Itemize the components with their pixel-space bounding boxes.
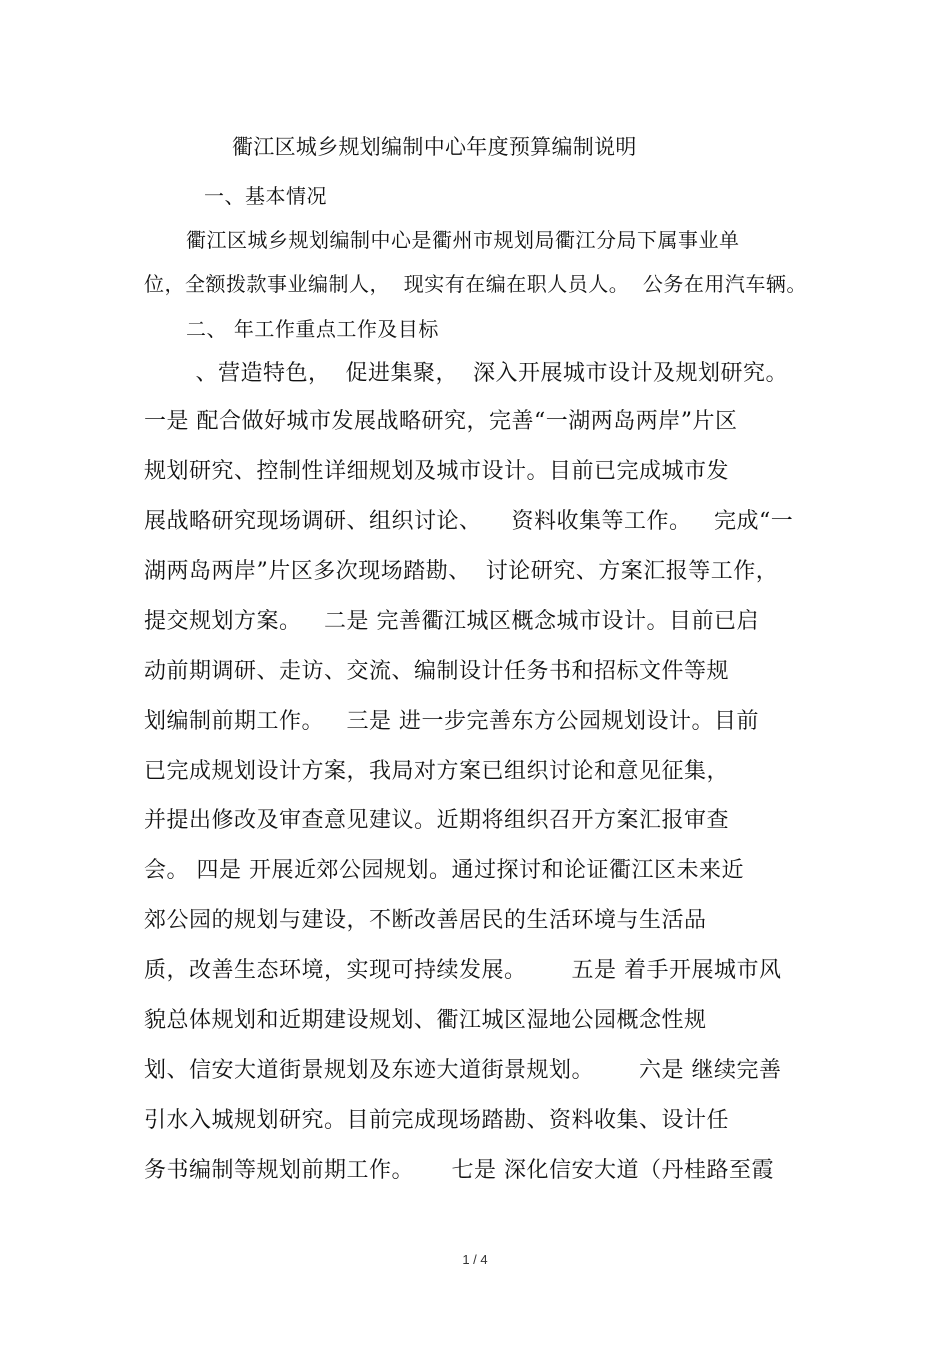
paragraph-line: 引水入城规划研究。目前完成现场踏勘、资料收集、设计任 xyxy=(144,1108,730,1133)
paragraph-line: 提交规划方案。 二是 完善衢江城区概念城市设计。目前已启 xyxy=(144,609,759,634)
paragraph-line: 动前期调研、走访、交流、编制设计任务书和招标文件等规 xyxy=(144,659,730,684)
section-heading-work-goals: 二、 年工作重点工作及目标 xyxy=(186,317,439,341)
paragraph-line: 务书编制等规划前期工作。 七是 深化信安大道（丹桂路至霞 xyxy=(144,1158,774,1183)
paragraph-line: 貌总体规划和近期建设规划、衢江城区湿地公园概念性规 xyxy=(144,1008,707,1033)
paragraph-line: 湖两岛两岸”片区多次现场踏勘、 讨论研究、方案汇报等工作， xyxy=(144,559,779,584)
paragraph-line: 郊公园的规划与建设，不断改善居民的生活环境与生活品 xyxy=(144,908,707,933)
paragraph-line: 衢江区城乡规划编制中心是衢州市规划局衢江分局下属事业单 xyxy=(186,228,740,252)
paragraph-line: 划编制前期工作。 三是 进一步完善东方公园规划设计。目前 xyxy=(144,709,759,734)
paragraph-line: 划、信安大道街景规划及东迹大道街景规划。 六是 继续完善 xyxy=(144,1058,782,1083)
paragraph-line: 一是 配合做好城市发展战略研究，完善“一湖两岛两岸”片区 xyxy=(144,409,738,434)
document-title: 衢江区城乡规划编制中心年度预算编制说明 xyxy=(232,135,637,159)
paragraph-line: 规划研究、控制性详细规划及城市设计。目前已完成城市发 xyxy=(144,459,730,484)
paragraph-line: 会。 四是 开展近郊公园规划。通过探讨和论证衢江区未来近 xyxy=(144,858,744,883)
paragraph-line: 展战略研究现场调研、组织讨论、 资料收集等工作。 完成“一 xyxy=(144,509,794,534)
paragraph-line: 、营造特色， 促进集聚， 深入开展城市设计及规划研究。 xyxy=(188,361,788,386)
paragraph-line: 并提出修改及审查意见建议。近期将组织召开方案汇报审查 xyxy=(144,808,730,833)
page-number: 1 / 4 xyxy=(462,1252,488,1267)
paragraph-line: 质，改善生态环境，实现可持续发展。 五是 着手开展城市风 xyxy=(144,958,782,983)
section-heading-basic-info: 一、基本情况 xyxy=(204,184,327,208)
paragraph-line: 位，全额拨款事业编制人， 现实有在编在职人员人。 公务在用汽车辆。 xyxy=(144,272,807,296)
paragraph-line: 已完成规划设计方案，我局对方案已组织讨论和意见征集， xyxy=(144,759,730,784)
